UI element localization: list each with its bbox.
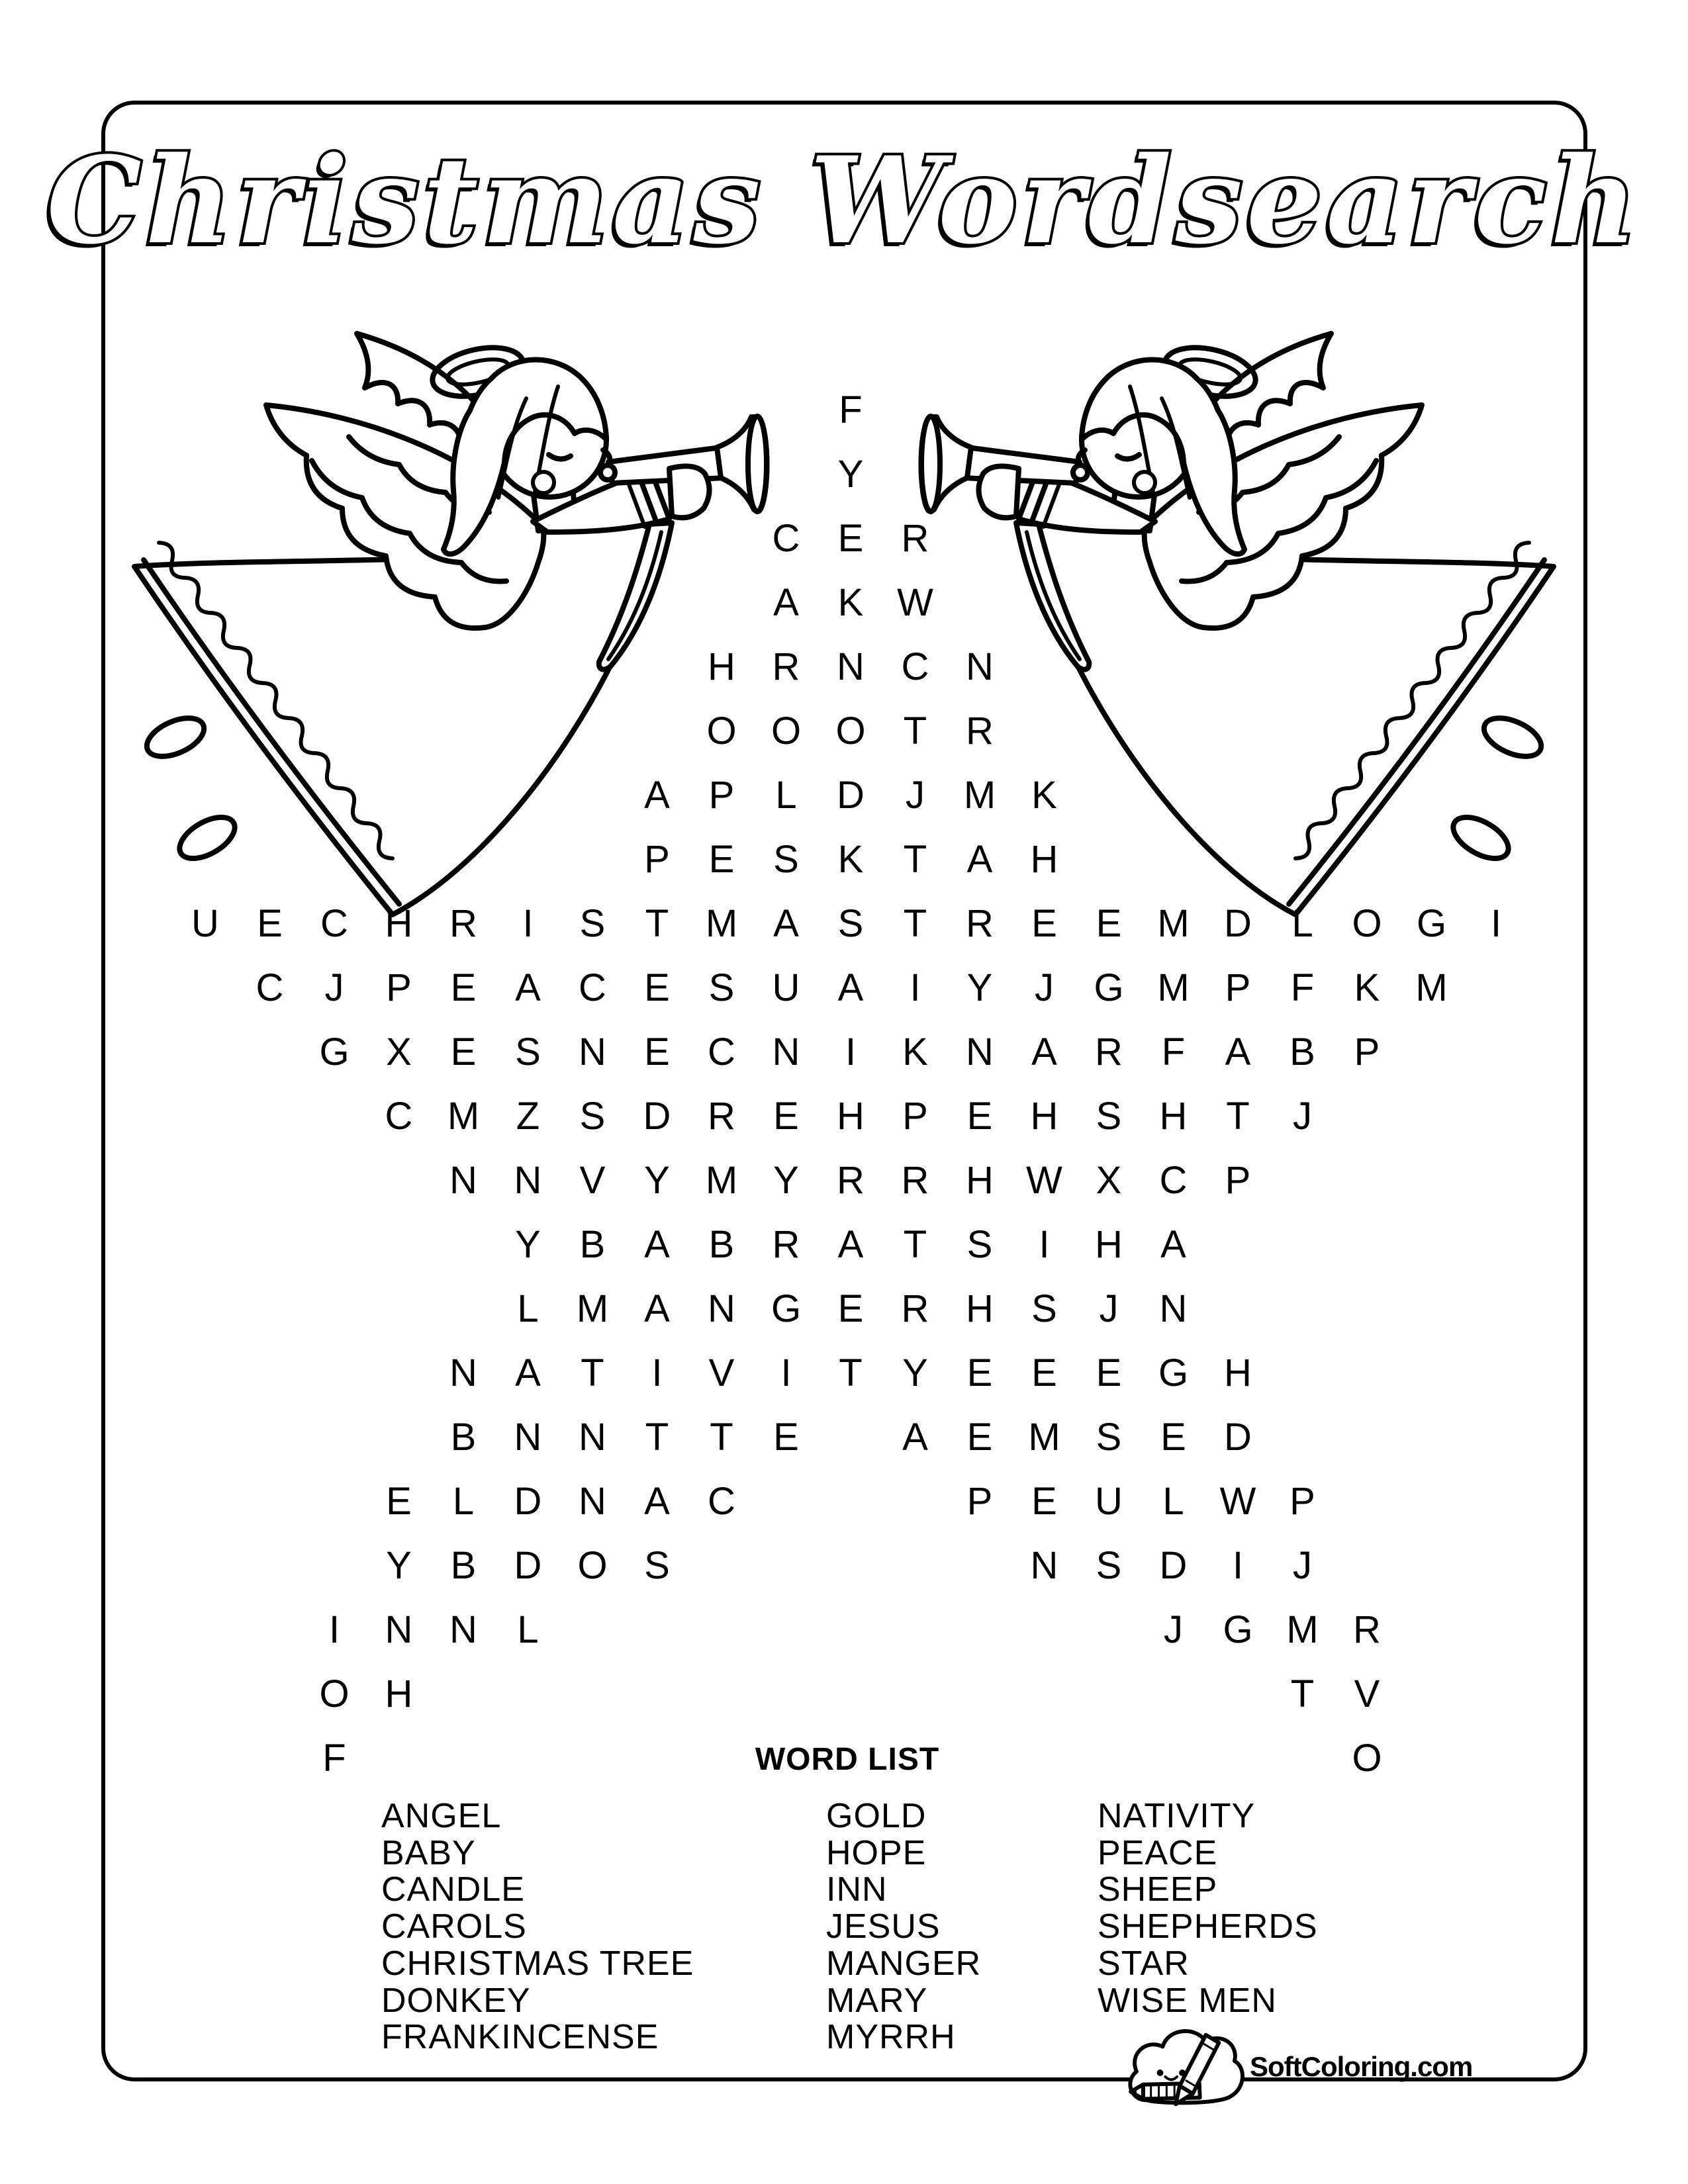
grid-letter[interactable]: S	[837, 902, 864, 945]
grid-letter[interactable]: E	[1160, 1416, 1186, 1459]
grid-letter[interactable]: E	[966, 1095, 993, 1138]
grid-letter[interactable]: O	[577, 1544, 608, 1587]
grid-letter[interactable]: I	[522, 902, 534, 945]
grid-letter[interactable]: T	[903, 1223, 927, 1266]
grid-letter[interactable]: N	[708, 1287, 735, 1330]
cloud-pencil-icon	[1122, 2021, 1246, 2122]
grid-letter[interactable]: F	[1290, 966, 1315, 1009]
grid-letter[interactable]: W	[1026, 1159, 1062, 1202]
grid-letter[interactable]: P	[1225, 1159, 1251, 1202]
hand-shape	[669, 466, 710, 518]
grid-letter[interactable]: A	[837, 1223, 864, 1266]
word-list-item: NATIVITY	[1098, 1797, 1256, 1835]
grid-letter[interactable]: D	[1159, 1544, 1188, 1587]
grid-letter[interactable]: G	[1416, 902, 1447, 945]
grid-letter[interactable]: N	[1159, 1287, 1188, 1330]
grid-letter[interactable]: T	[839, 1351, 863, 1394]
grid-letter[interactable]: A	[515, 966, 541, 1009]
grid-letter[interactable]: S	[1031, 1287, 1057, 1330]
grid-letter[interactable]: R	[901, 1159, 929, 1202]
grid-letter[interactable]: O	[706, 709, 737, 752]
grid-letter[interactable]: M	[1415, 966, 1448, 1009]
grid-letter[interactable]: B	[1289, 1030, 1315, 1073]
grid-letter[interactable]: A	[644, 1480, 670, 1523]
grid-letter[interactable]: F	[839, 388, 863, 432]
grid-letter[interactable]: R	[901, 517, 929, 560]
grid-letter[interactable]: T	[903, 838, 927, 881]
grid-letter[interactable]: K	[902, 1030, 928, 1073]
grid-letter[interactable]: E	[1031, 902, 1057, 945]
grid-letter[interactable]: L	[517, 1608, 539, 1651]
grid-letter[interactable]: G	[319, 1030, 350, 1073]
grid-letter[interactable]: G	[1223, 1608, 1253, 1651]
grid-letter[interactable]: S	[1096, 1095, 1122, 1138]
grid-letter[interactable]: P	[1225, 966, 1251, 1009]
word-list-item: STAR	[1098, 1944, 1190, 1983]
grid-letter[interactable]: C	[708, 1480, 735, 1523]
grid-letter[interactable]: R	[449, 902, 477, 945]
grid-letter[interactable]: N	[385, 1608, 413, 1651]
grid-letter[interactable]: Y	[966, 966, 993, 1009]
grid-letter[interactable]: O	[319, 1672, 350, 1715]
grid-letter[interactable]: N	[579, 1030, 606, 1073]
grid-letter[interactable]: E	[966, 1416, 993, 1459]
word-list-item: CANDLE	[381, 1870, 525, 1909]
grid-letter[interactable]: A	[902, 1416, 928, 1459]
grid-letter[interactable]: R	[772, 645, 800, 688]
grid-letter[interactable]: M	[1157, 902, 1190, 945]
grid-letter[interactable]: S	[966, 1223, 993, 1266]
hand-shape	[978, 466, 1019, 518]
word-list-item: CAROLS	[381, 1907, 527, 1946]
grid-letter[interactable]: R	[708, 1095, 735, 1138]
grid-letter[interactable]: P	[902, 1095, 928, 1138]
grid-letter[interactable]: E	[450, 1030, 477, 1073]
grid-letter[interactable]: I	[328, 1608, 340, 1651]
grid-letter[interactable]: D	[1224, 1416, 1252, 1459]
word-list-item: MARY	[826, 1981, 928, 2020]
word-list-item: BABY	[381, 1833, 476, 1872]
grid-letter[interactable]: L	[517, 1287, 539, 1330]
grid-letter[interactable]: Y	[773, 1159, 799, 1202]
grid-letter[interactable]: W	[1219, 1480, 1256, 1523]
grid-letter[interactable]: M	[447, 1095, 480, 1138]
word-list-column-1	[381, 1798, 694, 2056]
grid-letter[interactable]: R	[772, 1223, 800, 1266]
word-list-item: SHEPHERDS	[1098, 1907, 1318, 1946]
grid-letter[interactable]: H	[1030, 1095, 1058, 1138]
angel-illustration-right	[910, 298, 1579, 920]
angel-illustration-left	[109, 298, 778, 920]
grid-letter[interactable]: C	[320, 902, 348, 945]
grid-letter[interactable]: N	[449, 1351, 477, 1394]
grid-letter[interactable]: C	[901, 645, 929, 688]
grid-letter[interactable]: T	[581, 1351, 604, 1394]
grid-letter[interactable]: V	[1354, 1672, 1380, 1715]
grid-letter[interactable]: A	[837, 966, 864, 1009]
grid-letter[interactable]: W	[897, 581, 933, 624]
grid-letter[interactable]: E	[773, 1095, 799, 1138]
grid-letter[interactable]: J	[1035, 966, 1054, 1009]
angel-icon	[910, 298, 1579, 920]
word-list-item: MYRRH	[826, 2018, 956, 2057]
word-list-column-3	[1098, 1798, 1318, 2019]
grid-letter[interactable]: O	[1352, 902, 1382, 945]
grid-letter[interactable]: N	[966, 1030, 994, 1073]
grid-letter[interactable]: N	[837, 645, 865, 688]
grid-letter[interactable]: Y	[837, 453, 864, 496]
grid-letter[interactable]: S	[708, 966, 735, 1009]
grid-letter[interactable]: D	[643, 1095, 671, 1138]
grid-letter[interactable]: T	[645, 1416, 669, 1459]
grid-letter[interactable]: T	[710, 1416, 733, 1459]
grid-letter[interactable]: S	[1096, 1416, 1122, 1459]
grid-letter[interactable]: C	[708, 1030, 735, 1073]
grid-letter[interactable]: C	[1159, 1159, 1188, 1202]
grid-letter[interactable]: M	[1157, 966, 1190, 1009]
grid-letter[interactable]: H	[385, 902, 413, 945]
grid-letter[interactable]: I	[845, 1030, 857, 1073]
grid-letter[interactable]: M	[963, 774, 996, 817]
grid-letter[interactable]: H	[1224, 1351, 1252, 1394]
grid-letter[interactable]: R	[1353, 1608, 1381, 1651]
grid-letter[interactable]: P	[708, 774, 735, 817]
grid-letter[interactable]: H	[966, 1287, 994, 1330]
grid-letter[interactable]: S	[579, 1095, 606, 1138]
grid-letter[interactable]: J	[1099, 1287, 1119, 1330]
grid-letter[interactable]: Y	[902, 1351, 928, 1394]
grid-letter[interactable]: A	[644, 774, 670, 817]
slipper-icon	[1446, 809, 1515, 867]
grid-letter[interactable]: D	[514, 1480, 542, 1523]
word-list-item: DONKEY	[381, 1981, 531, 2020]
grid-letter[interactable]: K	[1354, 966, 1380, 1009]
grid-letter[interactable]: M	[1028, 1416, 1060, 1459]
grid-letter[interactable]: C	[579, 966, 606, 1009]
word-list-item: ANGEL	[381, 1797, 502, 1835]
grid-letter[interactable]: T	[903, 709, 927, 752]
grid-letter[interactable]: N	[449, 1608, 477, 1651]
grid-letter[interactable]: N	[966, 645, 994, 688]
word-list-title: WORD LIST	[755, 1742, 940, 1777]
grid-letter[interactable]: K	[837, 581, 864, 624]
grid-letter[interactable]: B	[708, 1223, 735, 1266]
cheek-icon	[533, 472, 554, 493]
grid-letter[interactable]: E	[257, 902, 283, 945]
grid-letter[interactable]: B	[579, 1223, 606, 1266]
grid-letter[interactable]: F	[322, 1737, 346, 1780]
grid-letter[interactable]: A	[773, 902, 799, 945]
grid-letter[interactable]: E	[644, 966, 670, 1009]
cheek-icon	[1134, 472, 1155, 493]
word-list-column-2	[826, 1798, 981, 2056]
grid-letter[interactable]: V	[579, 1159, 606, 1202]
grid-letter[interactable]: I	[1232, 1544, 1244, 1587]
grid-letter[interactable]: G	[1158, 1351, 1189, 1394]
word-list-item: JESUS	[826, 1907, 941, 1946]
angel-icon	[109, 298, 778, 920]
grid-letter[interactable]: H	[385, 1672, 413, 1715]
grid-letter[interactable]: Y	[515, 1223, 541, 1266]
grid-letter[interactable]: E	[1031, 1351, 1057, 1394]
grid-letter[interactable]: U	[772, 966, 800, 1009]
word-list-item: GOLD	[826, 1797, 927, 1835]
grid-letter[interactable]: Y	[644, 1159, 670, 1202]
grid-letter[interactable]: J	[324, 966, 344, 1009]
grid-letter[interactable]: F	[1161, 1030, 1186, 1073]
brand-logo	[1122, 2021, 1585, 2126]
slipper-icon	[141, 710, 210, 764]
grid-letter[interactable]: P	[966, 1480, 993, 1523]
grid-letter[interactable]: P	[1289, 1480, 1315, 1523]
grid-letter[interactable]: E	[644, 1030, 670, 1073]
grid-letter[interactable]: A	[1225, 1030, 1251, 1073]
grid-letter[interactable]: P	[386, 966, 412, 1009]
grid-letter[interactable]: X	[386, 1030, 412, 1073]
grid-letter[interactable]: G	[1094, 966, 1124, 1009]
grid-letter[interactable]: R	[966, 709, 994, 752]
grid-letter[interactable]: O	[835, 709, 866, 752]
grid-letter[interactable]: N	[579, 1480, 606, 1523]
grid-letter[interactable]: Z	[516, 1095, 540, 1138]
page-title: Christmas Wordsearch	[46, 131, 1642, 271]
grid-letter[interactable]: J	[1164, 1608, 1183, 1651]
grid-letter[interactable]: K	[1031, 774, 1057, 817]
grid-letter[interactable]: N	[514, 1159, 542, 1202]
word-list-item: FRANKINCENSE	[381, 2018, 659, 2057]
grid-letter[interactable]: T	[1290, 1672, 1315, 1715]
grid-letter[interactable]: H	[1095, 1223, 1123, 1266]
grid-letter[interactable]: P	[644, 838, 670, 881]
grid-letter[interactable]: V	[708, 1351, 735, 1394]
grid-letter[interactable]: R	[966, 902, 994, 945]
grid-letter[interactable]: E	[1096, 902, 1122, 945]
grid-letter[interactable]: P	[1354, 1030, 1380, 1073]
grid-letter[interactable]: B	[450, 1416, 477, 1459]
grid-letter[interactable]: S	[515, 1030, 541, 1073]
grid-letter[interactable]: L	[452, 1480, 475, 1523]
grid-letter[interactable]: M	[705, 902, 738, 945]
grid-letter[interactable]: D	[1224, 902, 1252, 945]
word-list-item: MANGER	[826, 1944, 982, 1983]
grid-letter[interactable]: U	[1095, 1480, 1123, 1523]
grid-letter[interactable]: H	[708, 645, 735, 688]
grid-letter[interactable]: L	[1162, 1480, 1184, 1523]
grid-letter[interactable]: E	[450, 966, 477, 1009]
grid-letter[interactable]: J	[906, 774, 925, 817]
word-list-item: WISE MEN	[1098, 1981, 1277, 2020]
grid-letter[interactable]: B	[450, 1544, 477, 1587]
grid-letter[interactable]: S	[773, 838, 799, 881]
word-list-item: CHRISTMAS TREE	[381, 1944, 694, 1983]
grid-letter[interactable]: H	[966, 1159, 994, 1202]
brand-name: SoftColoring.com	[1250, 2051, 1473, 2082]
word-list-item: PEACE	[1098, 1833, 1218, 1872]
grid-letter[interactable]: A	[773, 581, 799, 624]
grid-letter[interactable]: E	[1096, 1351, 1122, 1394]
grid-letter[interactable]: H	[1030, 838, 1058, 881]
grid-letter[interactable]: C	[385, 1095, 413, 1138]
grid-letter[interactable]: E	[837, 1287, 864, 1330]
grid-letter[interactable]: O	[1352, 1737, 1382, 1780]
grid-letter[interactable]: R	[901, 1287, 929, 1330]
slipper-icon	[1478, 710, 1547, 764]
grid-letter[interactable]: A	[644, 1287, 670, 1330]
grid-letter[interactable]: S	[579, 902, 606, 945]
grid-letter[interactable]: M	[705, 1159, 738, 1202]
grid-letter[interactable]: Y	[386, 1544, 412, 1587]
grid-letter[interactable]: T	[903, 902, 927, 945]
grid-letter[interactable]: L	[775, 774, 797, 817]
grid-letter[interactable]: X	[1096, 1159, 1122, 1202]
grid-letter[interactable]: A	[966, 838, 993, 881]
grid-letter[interactable]: E	[708, 838, 735, 881]
grid-letter[interactable]: C	[772, 517, 800, 560]
grid-letter[interactable]: S	[1096, 1544, 1122, 1587]
grid-letter[interactable]: D	[837, 774, 865, 817]
grid-letter[interactable]: E	[966, 1351, 993, 1394]
grid-letter[interactable]: R	[1095, 1030, 1123, 1073]
grid-letter[interactable]: N	[772, 1030, 800, 1073]
grid-letter[interactable]: A	[644, 1223, 670, 1266]
grid-letter[interactable]: A	[1031, 1030, 1057, 1073]
word-list-item: INN	[826, 1870, 888, 1909]
grid-letter[interactable]: L	[1291, 902, 1313, 945]
grid-letter[interactable]: G	[771, 1287, 802, 1330]
grid-letter[interactable]: T	[645, 902, 669, 945]
grid-letter[interactable]: I	[1490, 902, 1502, 945]
grid-letter[interactable]: H	[1159, 1095, 1188, 1138]
grid-letter[interactable]: D	[514, 1544, 542, 1587]
word-list-item: SHEEP	[1098, 1870, 1218, 1909]
grid-letter[interactable]: N	[514, 1416, 542, 1459]
grid-letter[interactable]: A	[1160, 1223, 1186, 1266]
grid-letter[interactable]: J	[1293, 1544, 1312, 1587]
grid-letter[interactable]: I	[651, 1351, 663, 1394]
grid-letter[interactable]: N	[449, 1159, 477, 1202]
grid-letter[interactable]: N	[1030, 1544, 1058, 1587]
grid-letter[interactable]: H	[837, 1095, 865, 1138]
grid-letter[interactable]: E	[837, 517, 864, 560]
grid-letter[interactable]: K	[837, 838, 864, 881]
grid-letter[interactable]: E	[773, 1416, 799, 1459]
grid-letter[interactable]: M	[576, 1287, 609, 1330]
grid-letter[interactable]: I	[780, 1351, 792, 1394]
grid-letter[interactable]: T	[1226, 1095, 1250, 1138]
grid-letter[interactable]: O	[771, 709, 802, 752]
word-list-item: HOPE	[826, 1833, 927, 1872]
grid-letter[interactable]: A	[515, 1351, 541, 1394]
grid-letter[interactable]: I	[910, 966, 921, 1009]
slipper-icon	[173, 809, 242, 867]
grid-letter[interactable]: R	[837, 1159, 865, 1202]
grid-letter[interactable]: E	[386, 1480, 412, 1523]
grid-letter[interactable]: M	[1286, 1608, 1319, 1651]
grid-letter[interactable]: N	[579, 1416, 606, 1459]
grid-letter[interactable]: U	[191, 902, 219, 945]
grid-letter[interactable]: I	[1039, 1223, 1050, 1266]
grid-letter[interactable]: J	[1293, 1095, 1312, 1138]
grid-letter[interactable]: S	[644, 1544, 670, 1587]
grid-letter[interactable]: C	[256, 966, 284, 1009]
grid-letter[interactable]: E	[1031, 1480, 1057, 1523]
